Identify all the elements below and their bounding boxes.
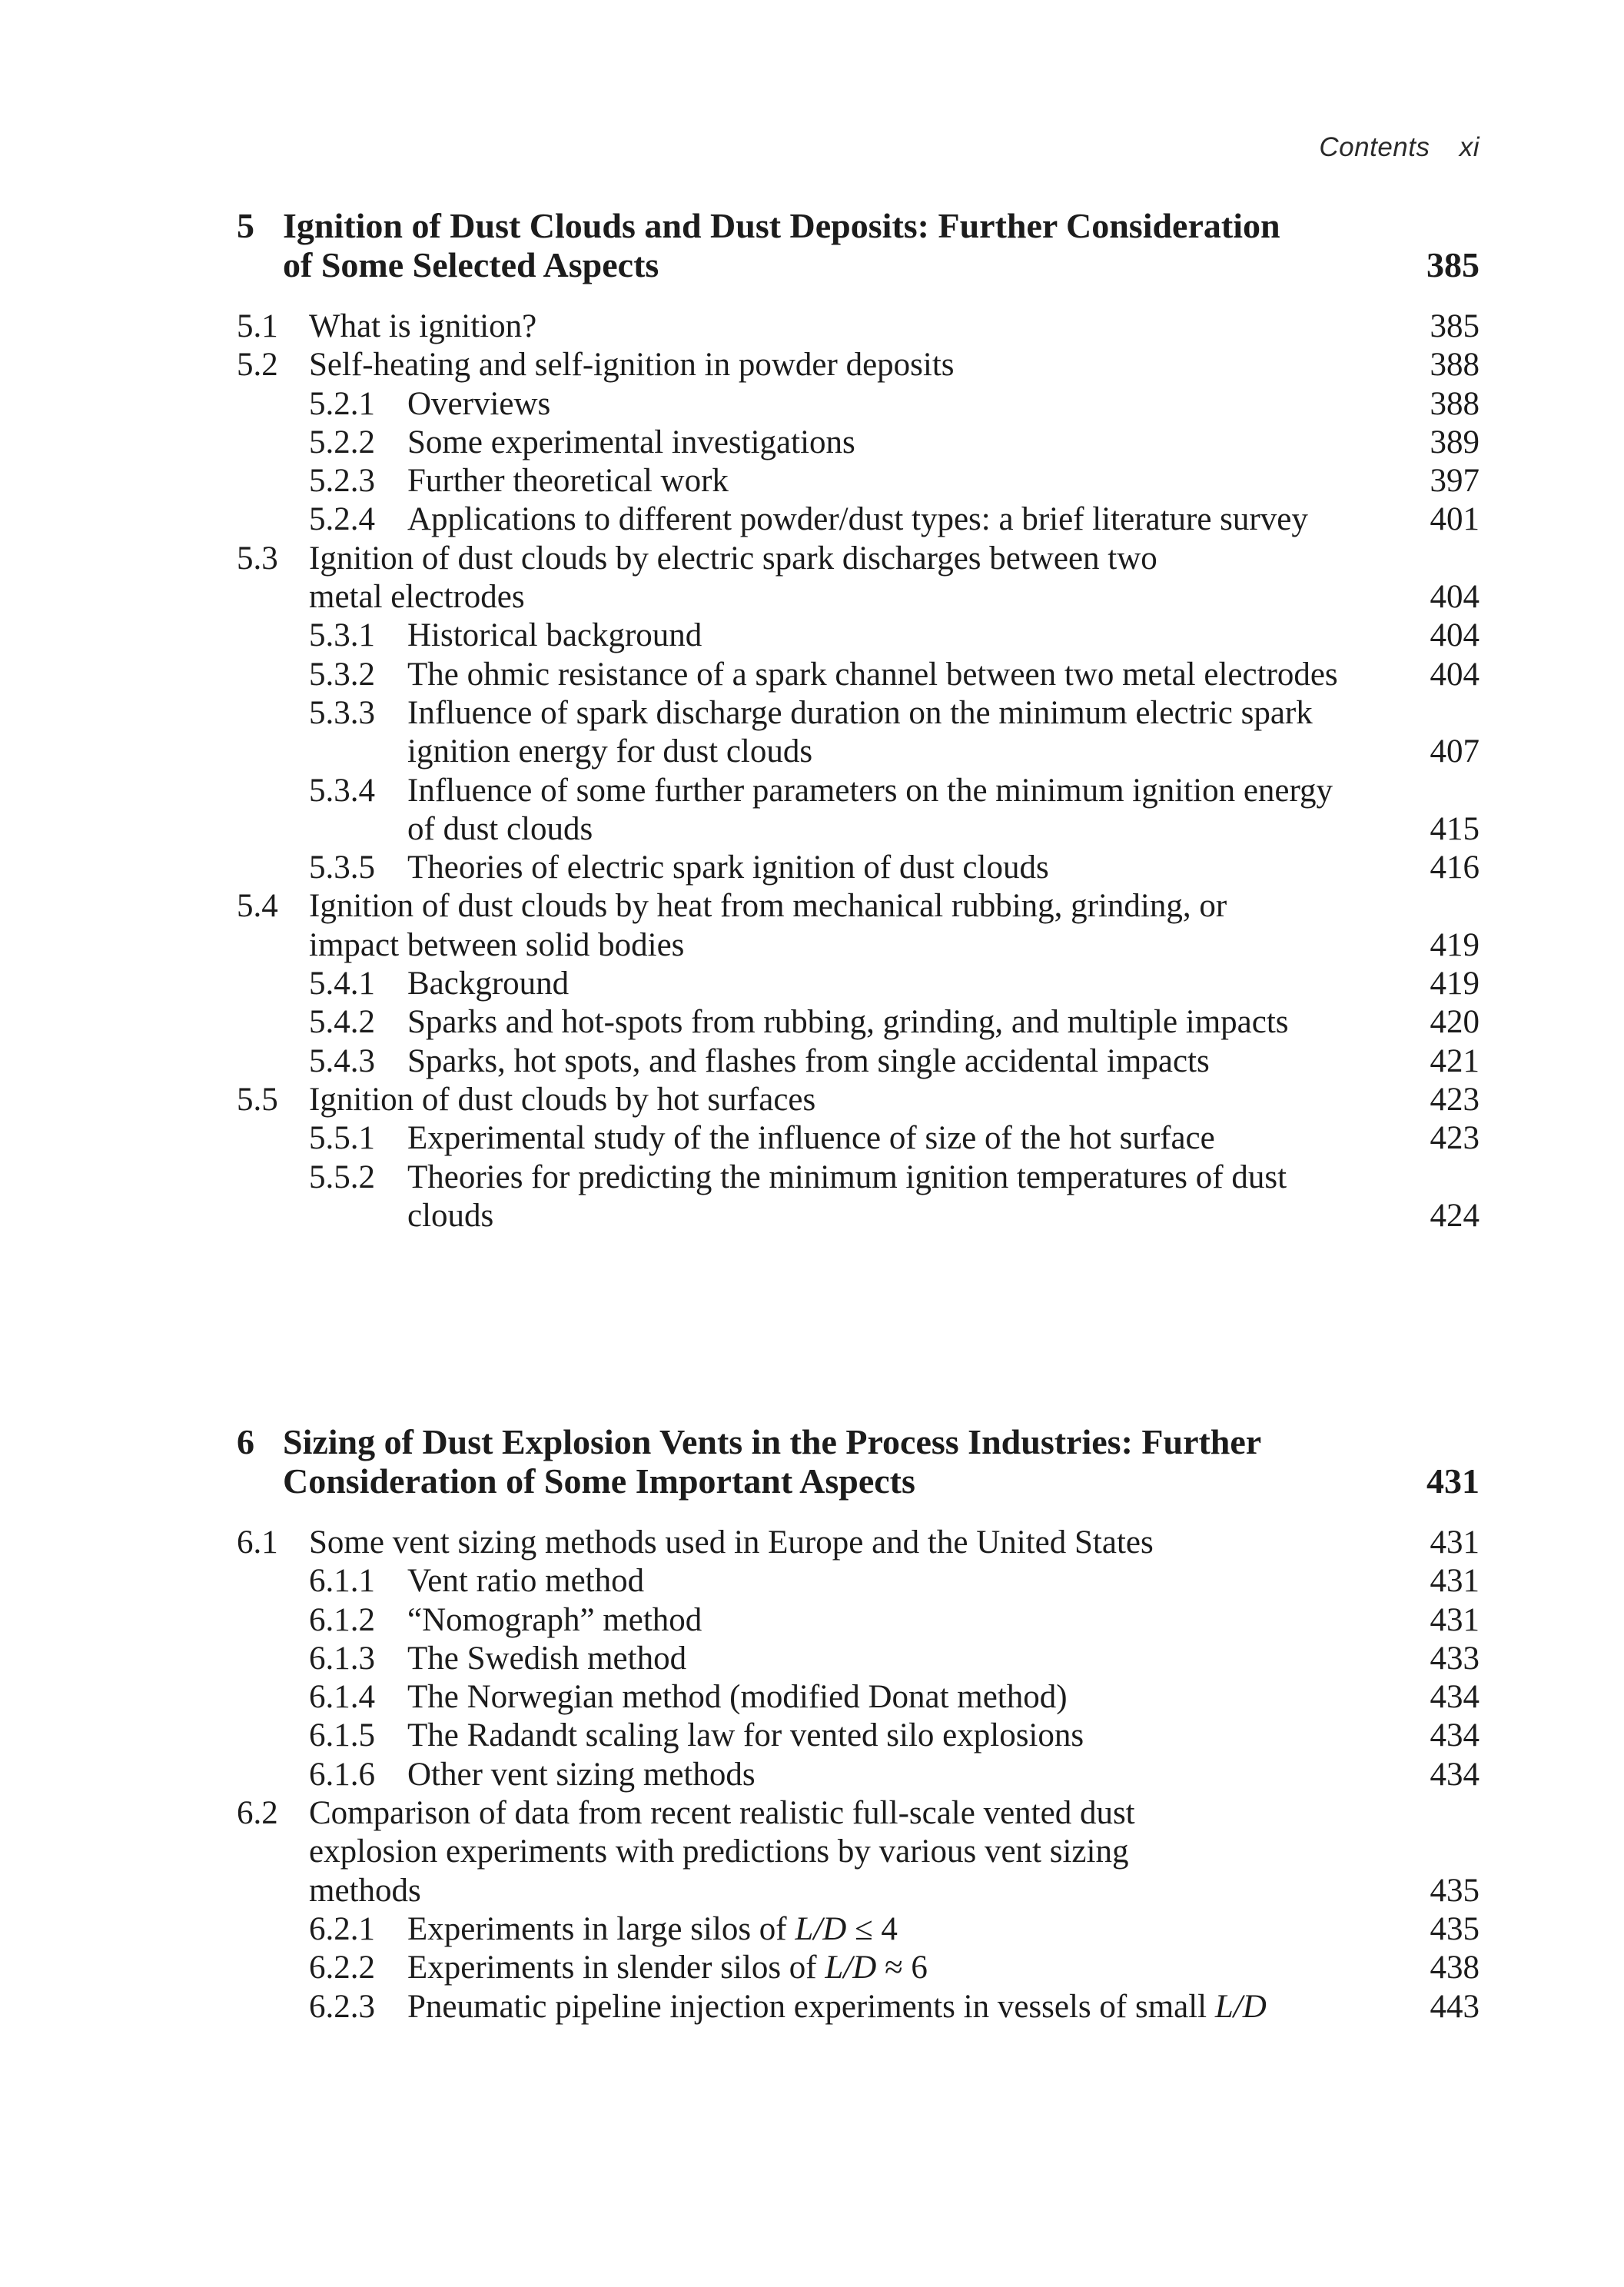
entry-title: Self-heating and self-ignition in powder deposits xyxy=(309,347,955,384)
entry-page: 435 xyxy=(1430,1872,1480,1909)
entry-number: 5.5.2 xyxy=(309,1158,375,1195)
chapter-title: Ignition of Dust Clouds and Dust Deposits: Further Consideration of Some Selected Aspects xyxy=(283,206,1280,284)
entry-number: 5.2.1 xyxy=(309,385,375,422)
toc-subsection-entry[interactable] xyxy=(237,617,1480,655)
entry-number: 5.4 xyxy=(237,888,278,925)
entry-page: 423 xyxy=(1430,1081,1480,1118)
entry-title: Influence of spark discharge duration on the minimum electric spark ignition energy for dust clouds xyxy=(407,694,1313,770)
entry-page: 404 xyxy=(1430,579,1480,616)
toc-subsection-entry[interactable] xyxy=(237,1158,1480,1236)
entry-page: 404 xyxy=(1430,617,1480,654)
entry-number: 5.4.1 xyxy=(309,966,375,1002)
entry-number: 5.4.2 xyxy=(309,1004,375,1041)
entry-title: The Swedish method xyxy=(407,1640,687,1677)
entry-title: Sparks, hot spots, and flashes from single accidental impacts xyxy=(407,1042,1210,1079)
entry-page: 433 xyxy=(1430,1640,1480,1677)
chapter-heading[interactable] xyxy=(237,1422,1480,1501)
toc-subsection-entry[interactable] xyxy=(237,1949,1480,1987)
entry-page: 419 xyxy=(1430,926,1480,963)
toc-subsection-entry[interactable] xyxy=(237,1119,1480,1158)
entry-title: Comparison of data from recent realistic full-scale vented dust explosion experiments with predictions by various vent sizing methods xyxy=(309,1795,1135,1909)
entry-page: 423 xyxy=(1430,1120,1480,1157)
chapter-number: 5 xyxy=(237,206,254,245)
entry-page: 416 xyxy=(1430,849,1480,886)
entry-title: Overviews xyxy=(407,385,551,422)
entry-title: Pneumatic pipeline injection experiments in vessels of small L/D xyxy=(407,1988,1267,2025)
entry-number: 5.5 xyxy=(237,1081,278,1118)
entry-number: 5.4.3 xyxy=(309,1042,375,1079)
entry-page: 401 xyxy=(1430,501,1480,538)
entry-page: 415 xyxy=(1430,810,1480,847)
entry-title: Sparks and hot-spots from rubbing, grinding, and multiple impacts xyxy=(407,1004,1289,1041)
entry-page: 434 xyxy=(1430,1717,1480,1754)
toc-subsection-entry[interactable] xyxy=(237,1717,1480,1755)
toc-section-entry[interactable] xyxy=(237,1524,1480,1562)
toc-section-entry[interactable] xyxy=(237,1081,1480,1119)
entry-page: 397 xyxy=(1430,463,1480,500)
chapter-6 xyxy=(237,1422,1480,2026)
entry-number: 5.3.3 xyxy=(309,694,375,731)
entry-page: 431 xyxy=(1430,1601,1480,1638)
chapter-page: 431 xyxy=(1426,1461,1480,1501)
toc-section-entry[interactable] xyxy=(237,307,1480,346)
entry-title: Other vent sizing methods xyxy=(407,1756,756,1793)
entry-title: Theories for predicting the minimum ignition temperatures of dust clouds xyxy=(407,1158,1287,1234)
entry-title: Experiments in large silos of L/D ≤ 4 xyxy=(407,1910,898,1947)
entry-number: 6.2.3 xyxy=(309,1988,375,2025)
entry-page: 421 xyxy=(1430,1042,1480,1079)
entry-title: The ohmic resistance of a spark channel between two metal electrodes xyxy=(407,656,1338,693)
entry-title: Further theoretical work xyxy=(407,463,729,500)
entry-title: “Nomograph” method xyxy=(407,1601,702,1638)
toc-section-entry[interactable] xyxy=(237,540,1480,617)
entry-number: 5.3.2 xyxy=(309,656,375,693)
entry-number: 6.2 xyxy=(237,1795,278,1832)
toc-subsection-entry[interactable] xyxy=(237,849,1480,887)
toc-subsection-entry[interactable] xyxy=(237,1042,1480,1081)
toc-subsection-entry[interactable] xyxy=(237,1756,1480,1794)
running-head-label: Contents xyxy=(1319,132,1430,162)
entry-title: Some experimental investigations xyxy=(407,424,855,460)
entry-title: Ignition of dust clouds by electric spark discharges between two metal electrodes xyxy=(309,540,1157,616)
entry-number: 5.2.2 xyxy=(309,424,375,460)
toc-section-entry[interactable] xyxy=(237,1794,1480,1910)
toc-subsection-entry[interactable] xyxy=(237,500,1480,539)
toc-section-entry[interactable] xyxy=(237,346,1480,384)
toc-subsection-entry[interactable] xyxy=(237,965,1480,1003)
entry-title: Experimental study of the influence of size of the hot surface xyxy=(407,1120,1215,1157)
entry-page: 404 xyxy=(1430,656,1480,693)
entry-number: 5.2.4 xyxy=(309,501,375,538)
toc-entries xyxy=(237,1524,1480,2026)
entry-title: Ignition of dust clouds by heat from mechanical rubbing, grinding, or impact between solid bodies xyxy=(309,888,1227,963)
entry-title: The Radandt scaling law for vented silo explosions xyxy=(407,1717,1084,1754)
entry-title: What is ignition? xyxy=(309,308,537,344)
entry-page: 419 xyxy=(1430,966,1480,1002)
entry-page: 388 xyxy=(1430,385,1480,422)
running-head xyxy=(1319,132,1480,163)
entry-page: 443 xyxy=(1430,1988,1480,2025)
toc-entries xyxy=(237,307,1480,1235)
entry-number: 6.1.4 xyxy=(309,1679,375,1716)
entry-number: 6.1.1 xyxy=(309,1563,375,1600)
entry-title: Experiments in slender silos of L/D ≈ 6 xyxy=(407,1950,928,1986)
entry-number: 5.2.3 xyxy=(309,463,375,500)
entry-title: Applications to different powder/dust types: a brief literature survey xyxy=(407,501,1308,538)
entry-page: 431 xyxy=(1430,1563,1480,1600)
entry-page: 431 xyxy=(1430,1524,1480,1561)
entry-page: 420 xyxy=(1430,1004,1480,1041)
entry-number: 6.2.1 xyxy=(309,1910,375,1947)
entry-number: 6.1 xyxy=(237,1524,278,1561)
chapter-title: Sizing of Dust Explosion Vents in the Process Industries: Further Consideration of Some Important Aspects xyxy=(283,1422,1261,1501)
entry-title: Ignition of dust clouds by hot surfaces xyxy=(309,1081,816,1118)
entry-page: 388 xyxy=(1430,347,1480,384)
entry-number: 5.5.1 xyxy=(309,1120,375,1157)
entry-title: Some vent sizing methods used in Europe and the United States xyxy=(309,1524,1154,1561)
entry-page: 389 xyxy=(1430,424,1480,460)
toc-subsection-entry[interactable] xyxy=(237,424,1480,462)
entry-number: 6.1.6 xyxy=(309,1756,375,1793)
toc-subsection-entry[interactable] xyxy=(237,1562,1480,1601)
entry-title: The Norwegian method (modified Donat method) xyxy=(407,1679,1068,1716)
running-head-page: xi xyxy=(1459,132,1480,162)
entry-number: 5.3.1 xyxy=(309,617,375,654)
toc-subsection-entry[interactable] xyxy=(237,656,1480,694)
entry-page: 434 xyxy=(1430,1756,1480,1793)
entry-title: Background xyxy=(407,966,570,1002)
toc-subsection-entry[interactable] xyxy=(237,1601,1480,1640)
entry-number: 5.3.5 xyxy=(309,849,375,886)
entry-number: 6.1.3 xyxy=(309,1640,375,1677)
entry-number: 5.1 xyxy=(237,308,278,344)
entry-title: Vent ratio method xyxy=(407,1563,645,1600)
chapter-5 xyxy=(237,206,1480,1235)
entry-page: 434 xyxy=(1430,1679,1480,1716)
toc-section-entry[interactable] xyxy=(237,887,1480,965)
toc-subsection-entry[interactable] xyxy=(237,385,1480,424)
entry-number: 6.1.2 xyxy=(309,1601,375,1638)
entry-number: 6.2.2 xyxy=(309,1950,375,1986)
entry-page: 385 xyxy=(1430,308,1480,344)
entry-page: 407 xyxy=(1430,733,1480,770)
toc-subsection-entry[interactable] xyxy=(237,1678,1480,1717)
entry-page: 438 xyxy=(1430,1950,1480,1986)
chapter-number: 6 xyxy=(237,1422,254,1461)
chapter-page: 385 xyxy=(1426,245,1480,284)
toc-subsection-entry[interactable] xyxy=(237,694,1480,772)
entry-page: 424 xyxy=(1430,1197,1480,1234)
toc-subsection-entry[interactable] xyxy=(237,1910,1480,1949)
entry-number: 5.3.4 xyxy=(309,772,375,809)
entry-number: 5.2 xyxy=(237,347,278,384)
toc-subsection-entry[interactable] xyxy=(237,462,1480,500)
entry-page: 435 xyxy=(1430,1910,1480,1947)
entry-title: Influence of some further parameters on the minimum ignition energy of dust clouds xyxy=(407,772,1333,847)
toc-subsection-entry[interactable] xyxy=(237,1003,1480,1042)
toc-subsection-entry[interactable] xyxy=(237,772,1480,849)
entry-title: Theories of electric spark ignition of dust clouds xyxy=(407,849,1049,886)
entry-title: Historical background xyxy=(407,617,702,654)
entry-number: 6.1.5 xyxy=(309,1717,375,1754)
toc-subsection-entry[interactable] xyxy=(237,1640,1480,1678)
chapter-heading[interactable] xyxy=(237,206,1480,284)
toc-subsection-entry[interactable] xyxy=(237,1988,1480,2026)
entry-number: 5.3 xyxy=(237,540,278,577)
